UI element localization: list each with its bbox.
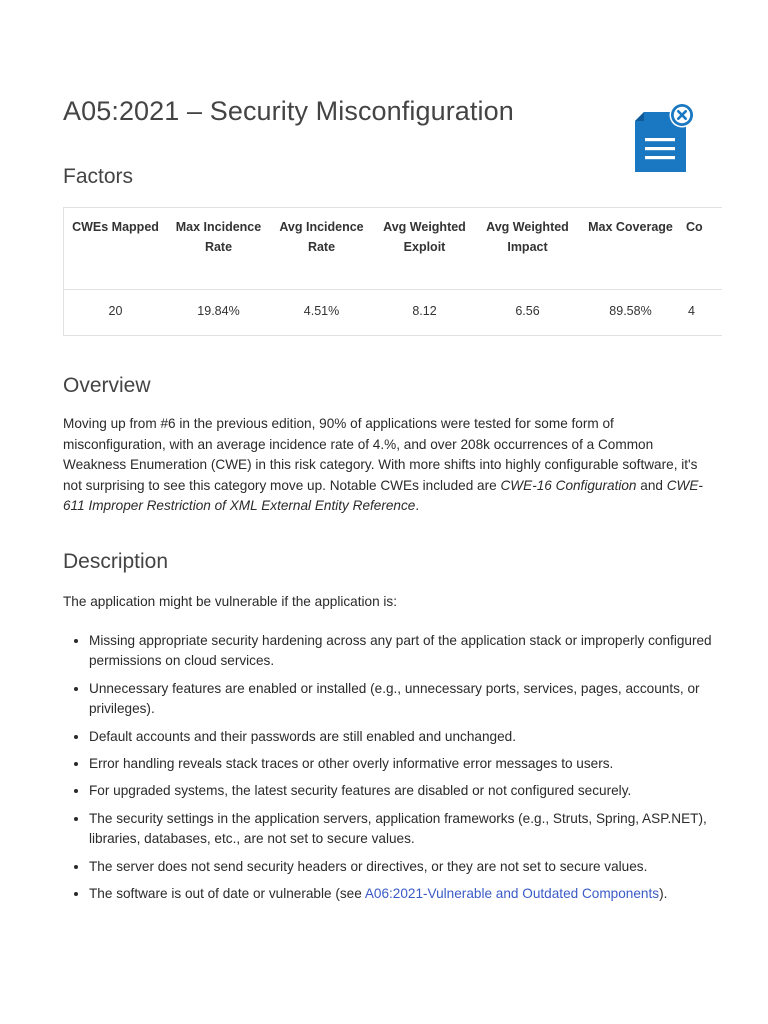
cell-avg-weighted-exploit: 8.12 (412, 304, 437, 318)
header-cwes-mapped: CWEs Mapped (64, 208, 167, 290)
page-title: A05:2021 – Security Misconfiguration (63, 96, 514, 126)
cell-avg-weighted-impact: 6.56 (515, 304, 540, 318)
document-close-icon (631, 100, 697, 174)
overview-text: Moving up from #6 in the previous edition, 90% of applications were tested for some form of misconfiguration, with an average incidence rate of 4.%, and over 208k occurrences of a Common Weakness Enumeration (CWE) in this risk category. With more shifts into highly configurable software, it's not surprising to see this category move up. Notable CWEs included are (63, 416, 698, 493)
header-coverage-truncated: Co (682, 208, 722, 290)
header-max-coverage: Max Coverage (579, 208, 682, 290)
table-row (64, 290, 722, 333)
header-avg-weighted-impact: Avg Weighted Impact (476, 208, 579, 290)
header-max-incidence-rate: Max Incidence Rate (167, 208, 270, 290)
list-item: • Default accounts and their passwords are still enabled and unchanged. (89, 727, 734, 747)
factors-table (64, 208, 722, 332)
a06-vulnerable-components-link[interactable]: A06:2021-Vulnerable and Outdated Components (364, 886, 660, 902)
list-item: • Unnecessary features are enabled or installed (e.g., unnecessary ports, services, pages, accounts, or privileges). (89, 679, 734, 720)
list-item-text: The software is out of date or vulnerable (see (89, 886, 365, 902)
overview-period: . (415, 498, 420, 514)
list-item-suffix: ). (659, 886, 668, 902)
cell-max-coverage: 89.58% (609, 304, 652, 318)
list-item: • The server does not send security headers or directives, or they are not set to secure values. (89, 857, 734, 877)
cell-max-incidence-rate: 19.84% (197, 304, 240, 318)
header-avg-weighted-exploit: Avg Weighted Exploit (373, 208, 476, 290)
overview-paragraph (63, 414, 703, 517)
list-item: • Missing appropriate security hardening across any part of the application stack or improperly configured permissions on cloud services. (89, 631, 734, 672)
cwe-16-reference: CWE-16 Configuration (500, 477, 637, 493)
overview-heading: Overview (63, 374, 151, 397)
cell-avg-incidence-rate: 4.51% (303, 304, 340, 318)
list-item: • For upgraded systems, the latest security features are disabled or not configured securely. (89, 781, 734, 801)
list-item: • Error handling reveals stack traces or other overly informative error messages to users. (89, 754, 734, 774)
table-header-row (64, 208, 722, 290)
cell-coverage-truncated: 4 (688, 304, 695, 318)
description-intro: The application might be vulnerable if the application is: (63, 594, 398, 609)
header-avg-incidence-rate: Avg Incidence Rate (270, 208, 373, 290)
description-heading: Description (63, 550, 169, 573)
list-item: • The security settings in the application servers, application frameworks (e.g., Struts, Spring, ASP.NET), libraries, databases, etc., are not set to secure values. (89, 809, 734, 850)
list-item (89, 884, 734, 904)
overview-and: and (636, 477, 667, 493)
cell-cwes-mapped: 20 (108, 304, 123, 318)
vulnerability-list (63, 631, 734, 911)
factors-table-container[interactable] (63, 207, 722, 336)
cwe-611-reference: CWE-611 Improper Restriction of XML External Entity Reference (63, 477, 703, 514)
factors-heading: Factors (63, 165, 134, 188)
